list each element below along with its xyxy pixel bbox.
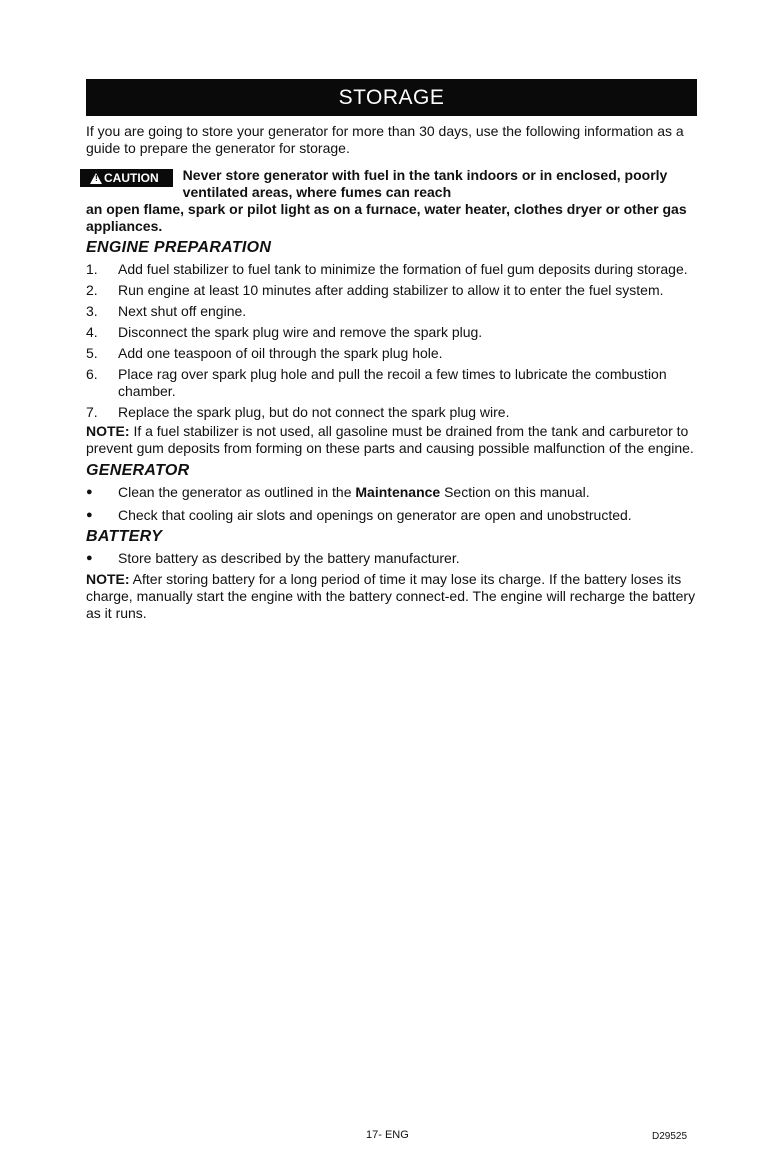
caution-label: CAUTION [104, 171, 159, 185]
battery-heading: BATTERY [86, 528, 163, 545]
list-item: 6. Place rag over spark plug hole and pull the recoil a few times to lubricate the combustion chamber. [86, 366, 667, 399]
battery-bullets [86, 550, 697, 567]
banner-title: STORAGE [338, 85, 445, 109]
bullet-icon: ● [86, 509, 93, 521]
intro-paragraph: If you are going to store your generator for more than 30 days, use the following information as a guide to prepare the generator for storage. [86, 123, 684, 156]
engine-heading: ENGINE PREPARATION [86, 239, 272, 256]
battery-note [86, 571, 697, 622]
list-item: 3. Next shut off engine. [86, 303, 247, 319]
caution-text-line1: Never store generator with fuel in the tank indoors or in enclosed, poorly ventilated areas, where fumes can reach [182, 167, 668, 200]
storage-section [86, 79, 697, 622]
note-text: If a fuel stabilizer is not used, all gasoline must be drained from the tank and carburetor to prevent gum deposits from forming on these parts and causing possible malfunction of the engine. [86, 423, 694, 456]
bullet-icon: ● [86, 552, 93, 564]
list-item: 7. Replace the spark plug, but do not connect the spark plug wire. [86, 404, 510, 420]
generator-bullets [86, 484, 697, 524]
list-item: ● Store battery as described by the battery manufacturer. [86, 550, 460, 566]
caution-text-line2: an open flame, spark or pilot light as on a furnace, water heater, clothes dryer or other gas appliances. [86, 201, 687, 234]
list-item: 5. Add one teaspoon of oil through the spark plug hole. [86, 345, 443, 361]
page-number: 17- ENG [366, 1129, 409, 1141]
list-item: ● Check that cooling air slots and openings on generator are open and unobstructed. [86, 507, 632, 523]
warning-triangle-icon: ! [90, 173, 102, 184]
note-label: NOTE: [86, 423, 130, 439]
bullet-icon: ● [86, 486, 93, 498]
generator-heading: GENERATOR [86, 462, 190, 479]
list-item: 2. Run engine at least 10 minutes after adding stabilizer to allow it to enter the fuel system. [86, 282, 664, 298]
list-item: 1. Add fuel stabilizer to fuel tank to minimize the formation of fuel gum deposits during storage. [86, 261, 688, 277]
note-text: After storing battery for a long period of time it may lose its charge. If the battery loses its charge, manually start the engine with the battery connect-ed. The engine will recharge the battery as it runs. [86, 571, 696, 621]
caution-warning [86, 167, 697, 235]
list-item: 4. Disconnect the spark plug wire and remove the spark plug. [86, 324, 483, 340]
note-label: NOTE: [86, 571, 130, 587]
list-item: ● Clean the generator as outlined in the Maintenance Section on this manual. [86, 484, 590, 500]
engine-steps [86, 261, 697, 421]
section-banner [86, 79, 697, 116]
engine-note [86, 423, 697, 457]
document-code: D29525 [652, 1131, 688, 1142]
caution-badge [80, 169, 173, 187]
